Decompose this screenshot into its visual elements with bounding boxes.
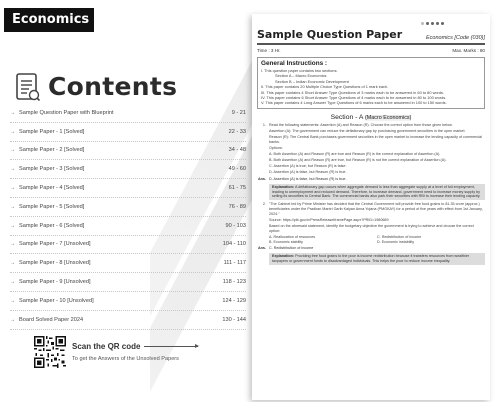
explanation-2 bbox=[269, 253, 485, 265]
qr-subtitle: To get the Answers of the Unsolved Papers bbox=[72, 356, 179, 362]
option-b: B. Economic stability bbox=[269, 240, 304, 245]
answer-label: Ans. bbox=[258, 176, 266, 181]
question-number: 2. bbox=[262, 202, 266, 207]
toc-pages: 49 - 60 bbox=[228, 166, 246, 173]
qr-title-row bbox=[72, 342, 198, 351]
instruction-line: Section B – Indian Economic Development bbox=[275, 78, 349, 84]
paper-header bbox=[257, 28, 485, 45]
option-c: C. Redistribution of income bbox=[377, 235, 422, 240]
qr-text bbox=[72, 342, 198, 362]
question-2 bbox=[257, 202, 485, 245]
toc-label: Sample Question Paper with Blueprint bbox=[19, 109, 114, 116]
toc-label: Sample Paper - 1 [Solved] bbox=[19, 128, 85, 135]
dots-icon bbox=[421, 22, 444, 25]
arrow-right-icon: → bbox=[10, 297, 15, 304]
toc-label: Sample Paper - 6 [Solved] bbox=[19, 222, 85, 229]
assertion-text: Assertion (A): The government can reduce the deflationary gap by purchasing government securities in the open market. bbox=[269, 128, 466, 133]
instruction-line: II. This paper contains 20 Multiple Choice Type Questions of 1 mark each. bbox=[261, 84, 389, 90]
book-list-icon bbox=[14, 73, 40, 101]
toc-label: Sample Paper - 5 [Solved] bbox=[19, 203, 85, 210]
source-text: Source: https://pib.gov.in/PressReleaseIframePage.aspx?PRID=1980689 bbox=[269, 218, 389, 223]
toc-pages: 118 - 123 bbox=[222, 279, 246, 286]
answer-text: C. Redistribution of income bbox=[269, 246, 314, 251]
toc-pages: 61 - 75 bbox=[228, 185, 246, 192]
arrow-right-icon: → bbox=[10, 260, 15, 267]
option-a: A. Both Assertion (A) and Reason (R) are true and Reason (R) is the correct explanation of Assertion (A). bbox=[269, 151, 441, 156]
toc-label: Sample Paper - 8 [Unsolved] bbox=[19, 260, 91, 267]
option-b: B. Both Assertion (A) and Reason (R) are true, but Reason (R) is not the correct explanation of Assertion (A). bbox=[269, 157, 447, 162]
sample-paper-page bbox=[252, 14, 490, 400]
toc-row[interactable] bbox=[10, 311, 246, 330]
toc-row[interactable] bbox=[10, 273, 246, 292]
instruction-line: IV. This paper contains 6 Short Answer Type Questions of 4 marks each to be answered in 80 to 100 words. bbox=[261, 95, 447, 101]
arrow-right-icon: → bbox=[10, 316, 15, 323]
arrow-right-icon: → bbox=[10, 185, 15, 192]
contents-title: Contents bbox=[48, 72, 178, 101]
paper-code: Economics [Code (030)] bbox=[426, 35, 485, 41]
instructions-title: General Instructions : bbox=[261, 60, 328, 67]
explanation-label: Explanation: bbox=[272, 254, 295, 259]
toc-row[interactable] bbox=[10, 160, 246, 179]
question-1 bbox=[257, 123, 485, 176]
toc-row[interactable] bbox=[10, 198, 246, 217]
qr-title: Scan the QR code bbox=[72, 342, 141, 351]
question-text: "The Cabinet led by Prime Minister has decided that the Central Government will provide free food grains to 81.35 crore (approx.) beneficiaries under the Pradhan Mantri Garib Kalyan Anna Yojana (PMGKAY) for a period of five years with effect from 1st January, 2024." bbox=[269, 202, 483, 217]
subject-title: Economics bbox=[12, 12, 90, 27]
answer-label: Ans. bbox=[258, 246, 266, 251]
qr-code-icon[interactable] bbox=[34, 336, 66, 368]
arrow-right-icon: → bbox=[10, 241, 15, 248]
reason-text: Reason (R): The Central Bank purchases government securities in the open market to increase the lending capacity of commercial banks. bbox=[269, 134, 482, 144]
explanation-text: A deflationary gap occurs when aggregate demand is less than aggregate supply at a level of full employment, leading to unemployment and reduced demand. Therefore, to increase demand, government need to increase money supply by selling its securities to Central Bank. The commercial banks also park their securities with RBI to increase their lending capacity. bbox=[272, 184, 481, 199]
section-heading bbox=[257, 114, 485, 121]
answer-1 bbox=[257, 177, 485, 182]
instruction-line: Section A – Macro Economics bbox=[275, 73, 327, 79]
toc-pages: 9 - 21 bbox=[231, 109, 246, 116]
instruction-line: I. This question paper contains two sections: bbox=[261, 68, 338, 73]
general-instructions bbox=[257, 57, 485, 109]
toc-pages: 111 - 117 bbox=[223, 260, 246, 267]
options-label: Options: bbox=[269, 145, 283, 150]
option-a: A. Reallocation of resources bbox=[269, 235, 316, 240]
time-label: Time : 3 Hr. bbox=[257, 48, 281, 53]
explanation-label: Explanation: bbox=[272, 184, 295, 189]
toc-row[interactable] bbox=[10, 292, 246, 311]
toc-label: Sample Paper - 4 [Solved] bbox=[19, 185, 85, 192]
toc-label: Sample Paper - 9 [Unsolved] bbox=[19, 279, 91, 286]
toc-pages: 34 - 48 bbox=[228, 147, 246, 154]
instruction-line: III. This paper contains 4 Short Answer Type Questions of 3 marks each to be answered in 60 to 80 words. bbox=[261, 89, 445, 95]
paper-title: Sample Question Paper bbox=[257, 28, 403, 41]
toc-row[interactable] bbox=[10, 104, 246, 123]
question-prompt: Based on the aforesaid statement, identify the budgetary objective the government is trying to achieve and choose the correct option: bbox=[269, 224, 474, 234]
question-text: Read the following statements: Assertion (A) and Reason (R). Choose the correct option from those given below. bbox=[269, 122, 453, 127]
arrow-right-icon: → bbox=[10, 279, 15, 286]
toc-pages: 76 - 89 bbox=[228, 203, 246, 210]
answer-2 bbox=[257, 246, 485, 251]
option-c: C. Assertion (A) is true, but Reason (R) is false. bbox=[269, 163, 347, 168]
arrow-right-icon: → bbox=[10, 166, 15, 173]
toc-pages: 130 - 144 bbox=[222, 316, 246, 323]
toc-row[interactable] bbox=[10, 236, 246, 255]
toc-row[interactable] bbox=[10, 179, 246, 198]
arrow-right-icon: → bbox=[10, 203, 15, 210]
instruction-line: V. This paper contains 4 Long Answer Type Questions of 6 marks each to be answered in 100 to 150 words. bbox=[261, 100, 447, 106]
toc-pages: 104 - 110 bbox=[222, 241, 246, 248]
option-d: D. Assertion (A) is false, but Reason (R) is true. bbox=[269, 169, 347, 174]
answer-text: D. Assertion (A) is false, but Reason (R) is true. bbox=[269, 176, 347, 181]
toc-row[interactable] bbox=[10, 217, 246, 236]
arrow-right-icon: → bbox=[10, 109, 15, 116]
contents-header bbox=[14, 72, 177, 101]
options-row bbox=[269, 240, 485, 245]
subject-banner bbox=[4, 8, 94, 32]
toc-label: Sample Paper - 10 [Unsolved] bbox=[19, 297, 94, 304]
arrow-right-icon: → bbox=[10, 128, 15, 135]
question-number: 1. bbox=[262, 122, 266, 127]
arrow-right-icon bbox=[144, 346, 198, 347]
arrow-right-icon: → bbox=[10, 222, 15, 229]
section-subtitle: (Macro Economics) bbox=[364, 114, 412, 121]
section-title: Section - A bbox=[330, 113, 364, 121]
toc-pages: 124 - 129 bbox=[222, 297, 246, 304]
toc-row[interactable] bbox=[10, 254, 246, 273]
table-of-contents bbox=[10, 104, 246, 330]
paper-meta bbox=[257, 48, 485, 53]
marks-label: Max. Marks : 80 bbox=[452, 48, 485, 53]
toc-label: Sample Paper - 7 [Unsolved] bbox=[19, 241, 91, 248]
toc-label: Board Solved Paper 2024 bbox=[19, 316, 84, 323]
toc-label: Sample Paper - 2 [Solved] bbox=[19, 147, 85, 154]
toc-row[interactable] bbox=[10, 142, 246, 161]
arrow-right-icon: → bbox=[10, 147, 15, 154]
qr-section bbox=[34, 336, 198, 368]
toc-pages: 90 - 103 bbox=[225, 222, 246, 229]
explanation-1 bbox=[269, 184, 485, 200]
toc-pages: 22 - 33 bbox=[228, 128, 246, 135]
explanation-text: Providing free food grains to the poor is income redistribution because it transfers resources from wealthier taxpayers or government funds to disadvantaged individuals. This helps the poor to reduce income inequality. bbox=[272, 254, 470, 264]
option-d: D. Economic instability bbox=[377, 240, 415, 245]
toc-row[interactable] bbox=[10, 123, 246, 142]
toc-label: Sample Paper - 3 [Solved] bbox=[19, 166, 85, 173]
